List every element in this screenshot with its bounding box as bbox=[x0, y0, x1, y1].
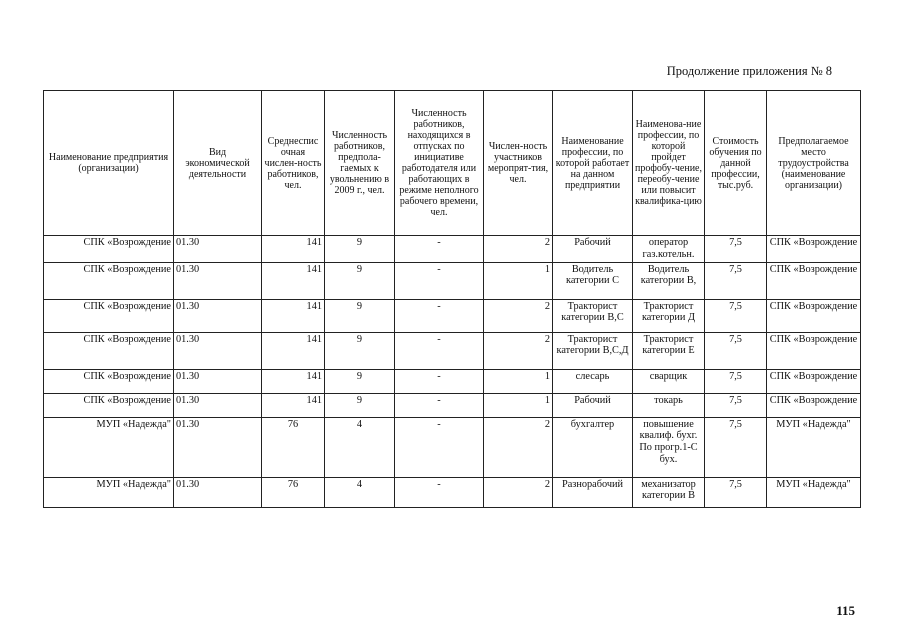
avg-headcount-cell: 141 bbox=[262, 369, 325, 393]
planned-layoffs-cell: 9 bbox=[325, 236, 395, 263]
planned-layoffs-cell: 9 bbox=[325, 369, 395, 393]
activity-code-cell: 01.30 bbox=[174, 262, 262, 299]
planned-layoffs-cell: 9 bbox=[325, 262, 395, 299]
participants-cell: 1 bbox=[484, 369, 553, 393]
enterprise-name-cell: СПК «Возрождение bbox=[44, 369, 174, 393]
table-row bbox=[44, 417, 861, 477]
table-row bbox=[44, 236, 861, 263]
avg-headcount-cell: 141 bbox=[262, 332, 325, 369]
training-profession-cell: токарь bbox=[633, 393, 705, 417]
current-profession-cell: Тракторист категории В,С,Д bbox=[553, 332, 633, 369]
activity-code-cell: 01.30 bbox=[174, 417, 262, 477]
current-profession-cell: Рабочий bbox=[553, 236, 633, 263]
enterprise-name-cell: МУП «Надежда" bbox=[44, 417, 174, 477]
participants-cell: 2 bbox=[484, 236, 553, 263]
activity-code-cell: 01.30 bbox=[174, 393, 262, 417]
table-row bbox=[44, 332, 861, 369]
enterprise-name-cell: СПК «Возрождение bbox=[44, 299, 174, 332]
training-cost-cell: 7,5 bbox=[705, 262, 767, 299]
training-profession-cell: сварщик bbox=[633, 369, 705, 393]
current-profession-cell: бухгалтер bbox=[553, 417, 633, 477]
training-profession-cell: Водитель категории В, bbox=[633, 262, 705, 299]
enterprise-name-cell: СПК «Возрождение bbox=[44, 393, 174, 417]
planned-layoffs-cell: 9 bbox=[325, 299, 395, 332]
header-cell: Среднеспис очная числен-ность работников, чел. bbox=[262, 91, 325, 236]
part-time-workers-cell: - bbox=[395, 369, 484, 393]
activity-code-cell: 01.30 bbox=[174, 477, 262, 507]
training-cost-cell: 7,5 bbox=[705, 477, 767, 507]
header-cell: Предполагаемое место трудоустройства (наименование организации) bbox=[767, 91, 861, 236]
table-row bbox=[44, 477, 861, 507]
appendix-caption: Продолжение приложения № 8 bbox=[666, 64, 832, 78]
header-cell: Вид экономической деятельности bbox=[174, 91, 262, 236]
training-cost-cell: 7,5 bbox=[705, 236, 767, 263]
part-time-workers-cell: - bbox=[395, 393, 484, 417]
header-cell: Наименова-ние профессии, по которой пройдет профобу-чение, переобу-чение или повысит квалифика-цию bbox=[633, 91, 705, 236]
future-employer-cell: СПК «Возрождение bbox=[767, 262, 861, 299]
future-employer-cell: СПК «Возрождение bbox=[767, 299, 861, 332]
training-profession-cell: оператор газ.котельн. bbox=[633, 236, 705, 263]
page-number: 115 bbox=[836, 603, 855, 618]
participants-cell: 2 bbox=[484, 332, 553, 369]
activity-code-cell: 01.30 bbox=[174, 332, 262, 369]
current-profession-cell: Разнорабочий bbox=[553, 477, 633, 507]
training-profession-cell: Тракторист категории Д bbox=[633, 299, 705, 332]
avg-headcount-cell: 141 bbox=[262, 393, 325, 417]
training-profession-cell: механизатор категории В bbox=[633, 477, 705, 507]
enterprise-name-cell: СПК «Возрождение bbox=[44, 262, 174, 299]
training-profession-cell: Тракторист категории Е bbox=[633, 332, 705, 369]
part-time-workers-cell: - bbox=[395, 417, 484, 477]
planned-layoffs-cell: 4 bbox=[325, 417, 395, 477]
table-header-row bbox=[44, 91, 861, 236]
participants-cell: 1 bbox=[484, 262, 553, 299]
enterprise-name-cell: МУП «Надежда" bbox=[44, 477, 174, 507]
activity-code-cell: 01.30 bbox=[174, 369, 262, 393]
future-employer-cell: МУП «Надежда" bbox=[767, 477, 861, 507]
avg-headcount-cell: 76 bbox=[262, 477, 325, 507]
training-cost-cell: 7,5 bbox=[705, 332, 767, 369]
header-cell: Числен-ность участников меропрят-тия, чел. bbox=[484, 91, 553, 236]
future-employer-cell: МУП «Надежда" bbox=[767, 417, 861, 477]
staff-retraining-table bbox=[43, 90, 861, 508]
header-cell: Численность работников, находящихся в отпусках по инициативе работодателя или работающих в режиме неполного рабочего времени, чел. bbox=[395, 91, 484, 236]
participants-cell: 2 bbox=[484, 477, 553, 507]
participants-cell: 2 bbox=[484, 417, 553, 477]
part-time-workers-cell: - bbox=[395, 236, 484, 263]
training-cost-cell: 7,5 bbox=[705, 299, 767, 332]
avg-headcount-cell: 141 bbox=[262, 262, 325, 299]
activity-code-cell: 01.30 bbox=[174, 236, 262, 263]
training-cost-cell: 7,5 bbox=[705, 369, 767, 393]
avg-headcount-cell: 76 bbox=[262, 417, 325, 477]
current-profession-cell: слесарь bbox=[553, 369, 633, 393]
future-employer-cell: СПК «Возрождение bbox=[767, 393, 861, 417]
current-profession-cell: Тракторист категории В,С bbox=[553, 299, 633, 332]
activity-code-cell: 01.30 bbox=[174, 299, 262, 332]
header-cell: Наименование профессии, по которой работает на данном предприятии bbox=[553, 91, 633, 236]
header-cell: Стоимость обучения по данной профессии, тыс.руб. bbox=[705, 91, 767, 236]
avg-headcount-cell: 141 bbox=[262, 299, 325, 332]
header-cell: Наименование предприятия (организации) bbox=[44, 91, 174, 236]
table-row bbox=[44, 369, 861, 393]
planned-layoffs-cell: 9 bbox=[325, 332, 395, 369]
training-cost-cell: 7,5 bbox=[705, 417, 767, 477]
current-profession-cell: Рабочий bbox=[553, 393, 633, 417]
part-time-workers-cell: - bbox=[395, 262, 484, 299]
training-profession-cell: повышение квалиф. бухг. По прогр.1-С бух. bbox=[633, 417, 705, 477]
table-row bbox=[44, 299, 861, 332]
header-cell: Численность работников, предпола-гаемых к увольнению в 2009 г., чел. bbox=[325, 91, 395, 236]
part-time-workers-cell: - bbox=[395, 477, 484, 507]
planned-layoffs-cell: 9 bbox=[325, 393, 395, 417]
participants-cell: 2 bbox=[484, 299, 553, 332]
participants-cell: 1 bbox=[484, 393, 553, 417]
current-profession-cell: Водитель категории С bbox=[553, 262, 633, 299]
table-row bbox=[44, 393, 861, 417]
table-row bbox=[44, 262, 861, 299]
future-employer-cell: СПК «Возрождение bbox=[767, 236, 861, 263]
avg-headcount-cell: 141 bbox=[262, 236, 325, 263]
part-time-workers-cell: - bbox=[395, 332, 484, 369]
future-employer-cell: СПК «Возрождение bbox=[767, 332, 861, 369]
part-time-workers-cell: - bbox=[395, 299, 484, 332]
training-cost-cell: 7,5 bbox=[705, 393, 767, 417]
enterprise-name-cell: СПК «Возрождение bbox=[44, 332, 174, 369]
planned-layoffs-cell: 4 bbox=[325, 477, 395, 507]
future-employer-cell: СПК «Возрождение bbox=[767, 369, 861, 393]
enterprise-name-cell: СПК «Возрождение bbox=[44, 236, 174, 263]
